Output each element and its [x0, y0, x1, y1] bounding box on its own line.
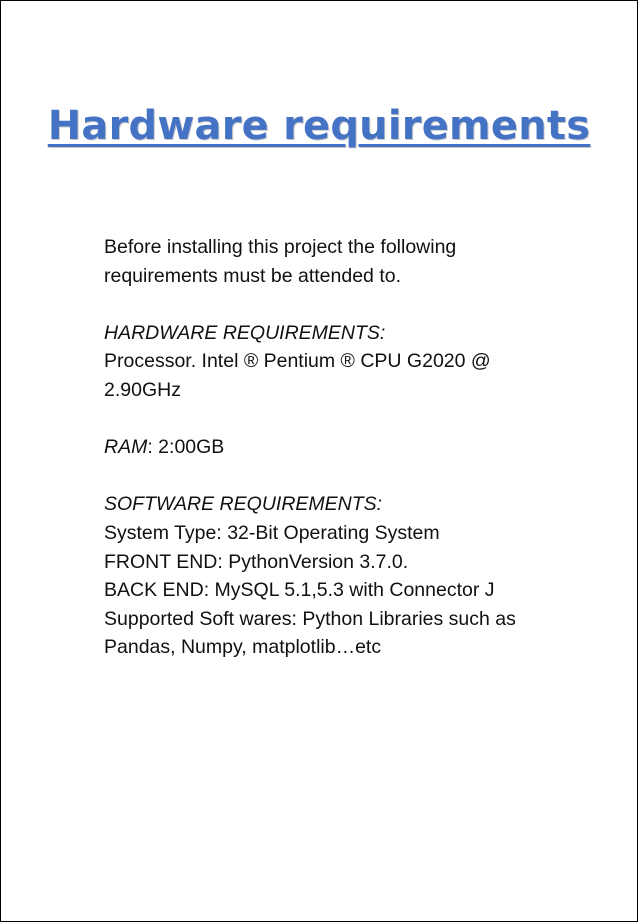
paragraph-gap	[104, 290, 574, 319]
paragraph-gap	[104, 405, 574, 434]
processor-line-1: Processor. Intel ® Pentium ® CPU G2020 @	[104, 350, 491, 373]
front-end-line: FRONT END: PythonVersion 3.7.0.	[104, 550, 409, 573]
ram-label: RAM	[104, 436, 148, 459]
intro-line-1: Before installing this project the following	[104, 236, 457, 258]
ram-value: : 2:00GB	[147, 436, 225, 459]
paragraph-gap	[104, 462, 574, 491]
back-end-line: BACK END: MySQL 5.1,5.3 with Connector J	[104, 579, 495, 602]
supported-software-line-2: Pandas, Numpy, matplotlib…etc	[104, 636, 382, 659]
processor-line-2: 2.90GHz	[104, 378, 181, 401]
ram-line	[104, 433, 574, 462]
supported-software-line-1: Supported Soft wares: Python Libraries such as	[104, 607, 516, 630]
page-title: Hardware requirements	[47, 103, 591, 149]
system-type-line: System Type: 32-Bit Operating System	[104, 521, 440, 544]
intro-line-2: requirements must be attended to.	[104, 264, 402, 287]
requirements-body	[104, 233, 574, 662]
hardware-heading: HARDWARE REQUIREMENTS:	[104, 321, 386, 344]
software-heading: SOFTWARE REQUIREMENTS:	[104, 493, 383, 516]
